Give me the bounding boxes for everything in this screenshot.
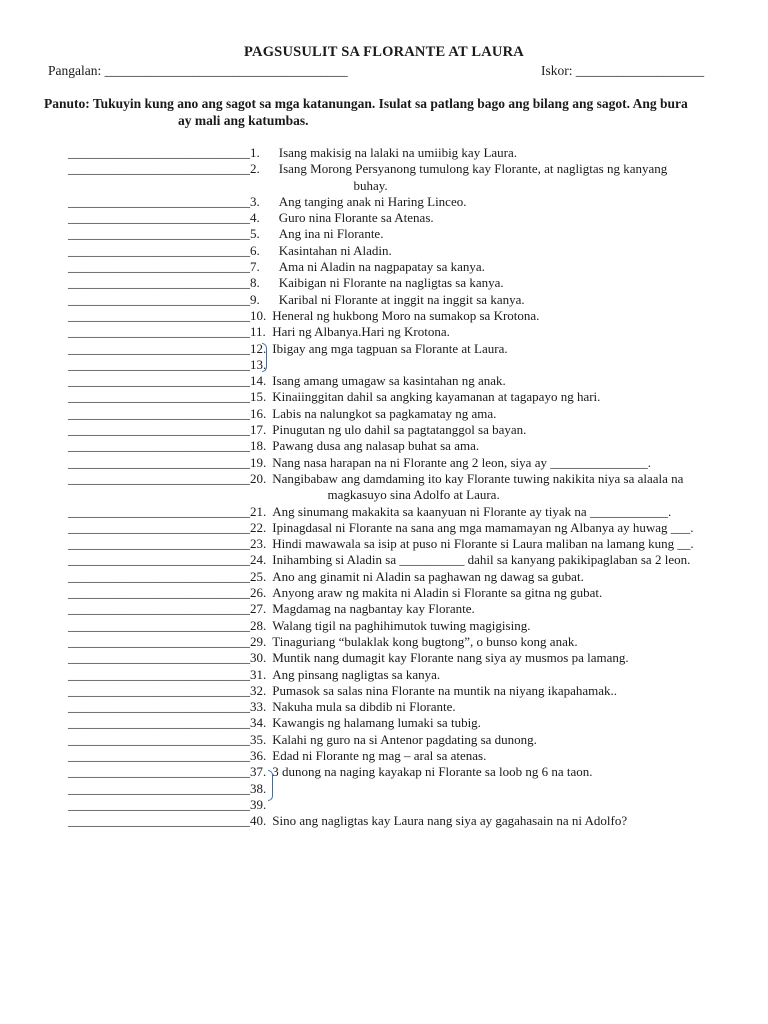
answer-blank[interactable]: ____________________________7. <box>68 259 260 275</box>
question-text: Kasintahan ni Aladin. <box>269 242 392 258</box>
question-item <box>68 569 758 585</box>
question-text: Ama ni Aladin na nagpapatay sa kanya. <box>269 259 485 275</box>
question-text: Labis na nalungkot sa pagkamatay ng ama. <box>269 405 497 421</box>
instructions-line-1: Panuto: Tukuyin kung ano ang sagot sa mga katanungan. Isulat sa patlang bago ang bilang ang sagot. Ang bura <box>44 96 688 111</box>
question-text: Nangibabaw ang damdaming ito kay Florante tuwing nakikita niya sa alaala na magkasuyo sina Adolfo at Laura. <box>272 470 684 503</box>
question-item <box>68 781 758 797</box>
question-text: Pinugutan ng ulo dahil sa pagtatanggol sa bayan. <box>269 422 527 438</box>
answer-blank[interactable]: ____________________________21. <box>68 503 267 519</box>
group-brace-12-13 <box>262 343 267 372</box>
instructions-line-2: ay mali ang katumbas. <box>178 113 309 128</box>
answer-blank[interactable]: ____________________________38. <box>68 780 267 796</box>
answer-blank[interactable]: ____________________________5. <box>68 226 260 242</box>
answer-blank[interactable]: ____________________________16. <box>68 405 267 421</box>
question-text: Ibigay ang mga tagpuan sa Florante at Laura. <box>269 340 508 356</box>
question-text: Kalahi ng guro na si Antenor pagdating sa dunong. <box>269 731 537 747</box>
answer-blank[interactable]: ____________________________28. <box>68 617 267 633</box>
question-text: Isang makisig na lalaki na umiibig kay Laura. <box>269 145 518 160</box>
question-text: Ang tanging anak ni Haring Linceo. <box>269 193 467 209</box>
question-item <box>68 504 758 520</box>
question-item <box>68 634 758 650</box>
question-text: Ang ina ni Florante. <box>269 226 384 242</box>
question-item <box>68 406 758 422</box>
answer-blank[interactable]: ____________________________36. <box>68 747 267 763</box>
question-item <box>68 243 758 259</box>
answer-blank[interactable]: ____________________________35. <box>68 731 267 747</box>
question-item <box>68 145 758 161</box>
question-item <box>68 715 758 731</box>
answer-blank[interactable]: ____________________________24. <box>68 552 267 568</box>
question-text: Hari ng Albanya.Hari ng Krotona. <box>269 324 450 340</box>
answer-blank[interactable]: ____________________________26. <box>68 585 267 601</box>
question-text: Ang sinumang makakita sa kaanyuan ni Florante ay tiyak na ____________. <box>269 503 672 519</box>
instructions <box>44 95 724 129</box>
answer-blank[interactable]: ____________________________25. <box>68 568 267 584</box>
question-text: Pumasok sa salas nina Florante na muntik na niyang ikapahamak.. <box>269 682 618 698</box>
question-item <box>68 520 758 536</box>
question-item <box>68 699 758 715</box>
question-item <box>68 259 758 275</box>
question-text: Tinaguriang “bulaklak kong bugtong”, o bunso kong anak. <box>269 633 578 649</box>
answer-blank[interactable]: ____________________________34. <box>68 715 267 731</box>
answer-blank[interactable]: ____________________________33. <box>68 699 267 715</box>
answer-blank[interactable]: ____________________________32. <box>68 682 267 698</box>
question-text: Magdamag na nagbantay kay Florante. <box>269 601 475 617</box>
answer-blank[interactable]: ____________________________30. <box>68 650 267 666</box>
question-item <box>68 161 758 194</box>
question-text: Guro nina Florante sa Atenas. <box>269 210 434 226</box>
question-text: 3 dunong na naging kayakap ni Florante sa loob ng 6 na taon. <box>269 764 593 780</box>
question-text: Sino ang nagligtas kay Laura nang siya ay gagahasain na ni Adolfo? <box>269 813 628 829</box>
question-item <box>68 585 758 601</box>
question-item <box>68 324 758 340</box>
answer-blank[interactable]: ____________________________22. <box>68 519 267 535</box>
answer-blank[interactable]: ____________________________2. <box>68 161 260 177</box>
question-text: Walang tigil na paghihimutok tuwing magigising. <box>269 617 531 633</box>
question-item <box>68 373 758 389</box>
question-text: Ang pinsang nagligtas sa kanya. <box>269 666 441 682</box>
score-field[interactable]: Iskor: ___________________ <box>541 63 705 78</box>
answer-blank[interactable]: ____________________________27. <box>68 601 267 617</box>
question-text: Isang Morong Persyanong tumulong kay Florante, at nagligtas ng kanyang buhay. <box>278 161 668 193</box>
answer-blank[interactable]: ____________________________13. <box>68 356 267 372</box>
group-brace-37-39 <box>268 770 273 801</box>
question-item <box>68 438 758 454</box>
question-item <box>68 275 758 291</box>
question-item <box>68 292 758 308</box>
answer-blank[interactable]: ____________________________18. <box>68 438 267 454</box>
question-item <box>68 422 758 438</box>
question-item <box>68 618 758 634</box>
answer-blank[interactable]: ____________________________1. <box>68 145 260 160</box>
question-text: Isang amang umagaw sa kasintahan ng anak. <box>269 373 506 389</box>
question-item <box>68 210 758 226</box>
question-text <box>269 781 758 797</box>
question-text: Edad ni Florante ng mag – aral sa atenas. <box>269 747 487 763</box>
page-title: PAGSUSULIT SA FLORANTE AT LAURA <box>244 44 524 60</box>
answer-blank[interactable]: ____________________________4. <box>68 210 260 226</box>
question-text: Muntik nang dumagit kay Florante nang siya ay musmos pa lamang. <box>269 650 629 666</box>
answer-blank[interactable]: ____________________________19. <box>68 454 267 470</box>
question-item <box>68 471 758 504</box>
question-item <box>68 308 758 324</box>
question-text: Heneral ng hukbong Moro na sumakop sa Krotona. <box>269 307 540 323</box>
answer-blank[interactable]: ____________________________14. <box>68 373 267 389</box>
question-item <box>68 813 758 829</box>
answer-blank[interactable]: ____________________________15. <box>68 389 267 405</box>
question-text: Inihambing si Aladin sa __________ dahil sa kanyang pakikipaglaban sa 2 leon. <box>269 552 691 568</box>
question-item <box>68 601 758 617</box>
question-item <box>68 797 758 813</box>
question-text <box>269 797 758 813</box>
name-field[interactable]: Pangalan: ____________________________________ <box>48 63 348 78</box>
question-item <box>68 536 758 552</box>
question-list <box>68 145 758 829</box>
answer-blank[interactable]: ____________________________20. <box>68 470 267 486</box>
question-item <box>68 552 758 568</box>
answer-blank[interactable]: ____________________________12. <box>68 340 267 356</box>
answer-blank[interactable]: ____________________________23. <box>68 536 267 552</box>
question-item <box>68 732 758 748</box>
question-item <box>68 226 758 242</box>
question-text: Kinaiinggitan dahil sa angking kayamanan at tagapayo ng hari. <box>269 389 601 405</box>
answer-blank[interactable]: ____________________________6. <box>68 242 260 258</box>
answer-blank[interactable]: ____________________________39. <box>68 796 267 812</box>
question-item <box>68 683 758 699</box>
question-text: Ipinagdasal ni Florante na sana ang mga mamamayan ng Albanya ay huwag ___. <box>269 519 694 535</box>
question-text: Nang nasa harapan na ni Florante ang 2 leon, siya ay _______________. <box>269 454 651 470</box>
question-item <box>68 748 758 764</box>
question-text: Ano ang ginamit ni Aladin sa paghawan ng dawag sa gubat. <box>269 568 584 584</box>
answer-blank[interactable]: ____________________________40. <box>68 813 267 829</box>
question-item <box>68 650 758 666</box>
question-item <box>68 764 758 780</box>
question-text: Anyong araw ng makita ni Aladin si Florante sa gitna ng gubat. <box>269 585 603 601</box>
question-item <box>68 389 758 405</box>
question-text: Karibal ni Florante at inggit na inggit sa kanya. <box>269 291 525 307</box>
question-text: Pawang dusa ang nalasap buhat sa ama. <box>269 438 480 454</box>
question-text: Kaibigan ni Florante na nagligtas sa kanya. <box>269 275 504 291</box>
question-item <box>68 194 758 210</box>
answer-blank[interactable]: ____________________________29. <box>68 633 267 649</box>
question-text <box>269 357 758 373</box>
question-item <box>68 455 758 471</box>
answer-blank[interactable]: ____________________________17. <box>68 422 267 438</box>
question-item <box>68 357 758 373</box>
answer-blank[interactable]: ____________________________3. <box>68 193 260 209</box>
question-item <box>68 667 758 683</box>
answer-blank[interactable]: ____________________________31. <box>68 666 267 682</box>
answer-blank[interactable]: ____________________________37. <box>68 764 267 780</box>
answer-blank[interactable]: ____________________________9. <box>68 291 260 307</box>
answer-blank[interactable]: ____________________________8. <box>68 275 260 291</box>
question-text: Kawangis ng halamang lumaki sa tubig. <box>269 715 481 731</box>
question-text: Nakuha mula sa dibdib ni Florante. <box>269 699 456 715</box>
answer-blank[interactable]: ____________________________11. <box>68 324 266 340</box>
question-text: Hindi mawawala sa isip at puso ni Florante si Laura maliban na lamang kung __. <box>269 536 694 552</box>
answer-blank[interactable]: ____________________________10. <box>68 307 267 323</box>
question-item <box>68 341 758 357</box>
